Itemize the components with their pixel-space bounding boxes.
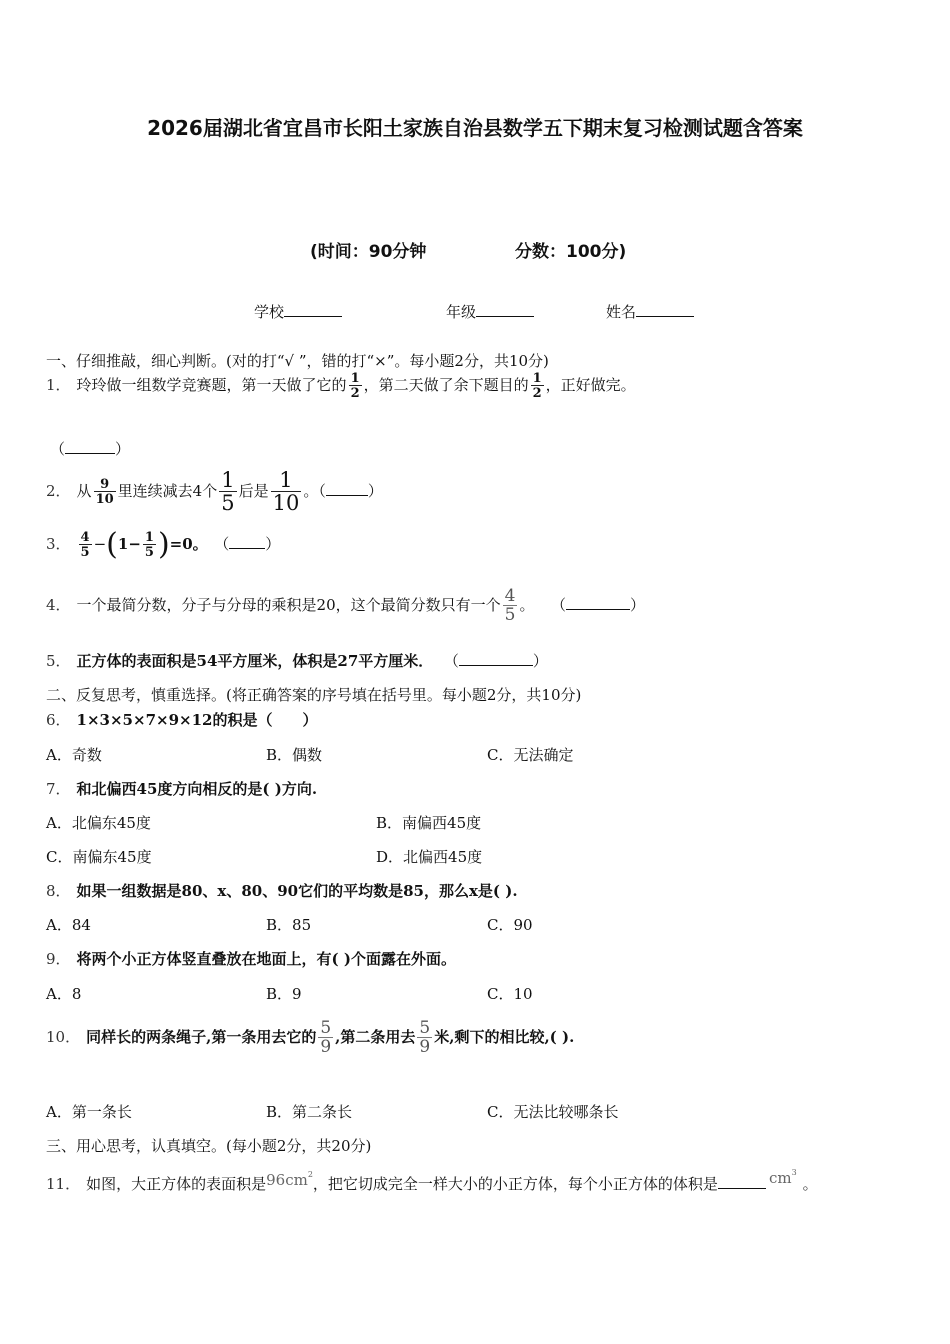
- question-7: [46, 778, 317, 799]
- fraction-1-2-second: $\frac{1}{2}$: [532, 371, 542, 401]
- q10-option-c[interactable]: C．无法比较哪条长: [487, 1103, 619, 1121]
- question-1-text-c: ，正好做完。: [545, 376, 636, 394]
- q9-option-b[interactable]: B．9: [266, 985, 302, 1003]
- name-field: [606, 301, 694, 322]
- one-minus: 1−: [117, 535, 141, 553]
- left-paren: (: [106, 527, 118, 562]
- volume-unit: $cm^3$: [768, 1168, 797, 1187]
- question-2-text-a: 从: [76, 482, 92, 500]
- question-4-number: 4．: [46, 596, 71, 614]
- section-3-heading: 三、用心思考，认真填空。(每小题2分，共20分): [46, 1137, 372, 1155]
- q7-option-a[interactable]: A．北偏东45度: [46, 814, 151, 832]
- question-4: 4． 一个最简分数，分子与分母的乘积是20，这个最简分数只有一个 $\frac{4}{5}$ 。 （ ）: [46, 586, 646, 625]
- question-2-text-d: 。（: [303, 482, 326, 500]
- question-3-number: 3．: [46, 535, 71, 553]
- question-10: [46, 1020, 574, 1056]
- q10-option-a[interactable]: A．第一条长: [46, 1103, 132, 1121]
- fraction-9-10: $\frac{9}{10}$: [95, 477, 114, 507]
- section-1-heading: 一、仔细推敲，细心判断。(对的打“√ ”，错的打“×”。每小题2分，共10分): [46, 352, 549, 370]
- fraction-4-5: $\frac{4}{5}$: [80, 530, 90, 560]
- question-11-text-b: ，把它切成完全一样大小的小正方体，每个小正方体的体积是: [312, 1175, 718, 1193]
- question-8-text: 如果一组数据是80、x、80、90它们的平均数是85，那么x是( ).: [76, 882, 518, 900]
- fraction-5-9-second: $\frac{5}{9}$: [419, 1018, 431, 1057]
- question-4-text-a: 一个最简分数，分子与分母的乘积是20，这个最简分数只有一个: [76, 596, 501, 614]
- question-3: 3． $\frac{4}{5}$ −(1− $\frac{1}{5}$ )=0。 （ ）: [46, 527, 281, 562]
- area-value: $96cm^2$: [266, 1170, 313, 1189]
- q9-option-c[interactable]: C．10: [487, 985, 533, 1003]
- question-1-text-a: 玲玲做一组数学竞赛题，第一天做了它的: [76, 376, 347, 394]
- fraction-1-5-q3: $\frac{1}{5}$: [144, 530, 154, 560]
- question-1: [46, 372, 636, 400]
- question-8-number: 8．: [46, 882, 71, 900]
- question-5-blank[interactable]: [459, 653, 533, 666]
- question-1-number: 1．: [46, 376, 71, 394]
- question-11-blank[interactable]: [718, 1176, 766, 1189]
- q6-option-b[interactable]: B．偶数: [266, 746, 323, 764]
- question-9-number: 9．: [46, 950, 71, 968]
- question-6: [46, 709, 317, 730]
- fraction-1-2: $\frac{1}{2}$: [350, 371, 360, 401]
- question-9-text: 将两个小正方体竖直叠放在地面上，有( )个面露在外面。: [76, 950, 456, 968]
- question-2-blank[interactable]: [326, 483, 368, 496]
- fraction-5-9: $\frac{5}{9}$: [320, 1018, 332, 1057]
- q10-option-b[interactable]: B．第二条长: [266, 1103, 353, 1121]
- grade-field: [446, 301, 534, 322]
- page-title: 2026届湖北省宜昌市长阳土家族自治县数学五下期末复习检测试题含答案: [147, 116, 803, 140]
- question-2-text-c: 后是: [238, 482, 269, 500]
- name-label: 姓名: [606, 303, 637, 321]
- question-11-number: 11．: [46, 1175, 81, 1193]
- q9-option-a[interactable]: A．8: [46, 985, 82, 1003]
- question-10-text-c: 米,剩下的相比较,( ).: [434, 1028, 575, 1046]
- exam-time: (时间：90分钟: [310, 242, 427, 262]
- school-field: [254, 301, 342, 322]
- school-label: 学校: [254, 303, 285, 321]
- question-2-text-e: ）: [367, 482, 383, 500]
- grade-label: 年级: [446, 303, 477, 321]
- question-10-number: 10．: [46, 1028, 81, 1046]
- question-7-number: 7．: [46, 780, 71, 798]
- question-3-blank[interactable]: [229, 536, 265, 549]
- right-paren: ): [157, 527, 170, 562]
- question-4-blank[interactable]: [566, 597, 630, 610]
- q6-option-c[interactable]: C．无法确定: [487, 746, 574, 764]
- q6-option-a[interactable]: A．奇数: [46, 746, 102, 764]
- question-6-text: 1×3×5×7×9×12的积是（ ）: [76, 711, 318, 729]
- q7-option-d[interactable]: D．北偏西45度: [376, 848, 483, 866]
- question-1-answer: （ ）: [50, 440, 131, 458]
- question-2: [46, 470, 383, 514]
- question-4-text-b: 。: [519, 596, 535, 614]
- section-2-heading: 二、反复思考，慎重选择。(将正确答案的序号填在括号里。每小题2分，共10分): [46, 686, 582, 704]
- fraction-1-5: $\frac{1}{5}$: [221, 468, 235, 515]
- question-1-text-b: ，第二天做了余下题目的: [363, 376, 529, 394]
- question-11-text-a: 如图，大正方体的表面积是: [86, 1175, 267, 1193]
- question-10-text-b: ,第二条用去: [335, 1028, 416, 1046]
- question-1-blank[interactable]: [65, 441, 115, 454]
- name-blank[interactable]: [636, 304, 694, 317]
- q8-option-a[interactable]: A．84: [46, 916, 91, 934]
- fraction-4-5-q4: $\frac{4}{5}$: [504, 586, 516, 625]
- fraction-1-10: $\frac{1}{10}$: [272, 468, 300, 515]
- q8-option-b[interactable]: B．85: [266, 916, 312, 934]
- q7-option-b[interactable]: B．南偏西45度: [376, 814, 482, 832]
- question-2-text-b: 里连续减去4个: [117, 482, 218, 500]
- question-7-text: 和北偏西45度方向相反的是( )方向.: [76, 780, 318, 798]
- question-9: [46, 948, 456, 969]
- question-6-number: 6．: [46, 711, 71, 729]
- question-2-number: 2．: [46, 482, 71, 500]
- question-11: [46, 1168, 818, 1194]
- question-5-number: 5．: [46, 652, 71, 670]
- school-blank[interactable]: [284, 304, 342, 317]
- equals-zero: =0。: [169, 535, 208, 553]
- question-5: 5． 正方体的表面积是54平方厘米，体积是27平方厘米． （ ）: [46, 652, 548, 670]
- minus-sign: −: [93, 535, 107, 553]
- grade-blank[interactable]: [476, 304, 534, 317]
- q8-option-c[interactable]: C．90: [487, 916, 533, 934]
- exam-score: 分数：100分): [515, 242, 627, 262]
- question-8: [46, 880, 518, 901]
- question-11-text-c: 。: [802, 1175, 818, 1193]
- q7-option-c[interactable]: C．南偏东45度: [46, 848, 152, 866]
- question-10-text-a: 同样长的两条绳子,第一条用去它的: [86, 1028, 317, 1046]
- question-5-text: 正方体的表面积是54平方厘米，体积是27平方厘米．: [76, 652, 434, 670]
